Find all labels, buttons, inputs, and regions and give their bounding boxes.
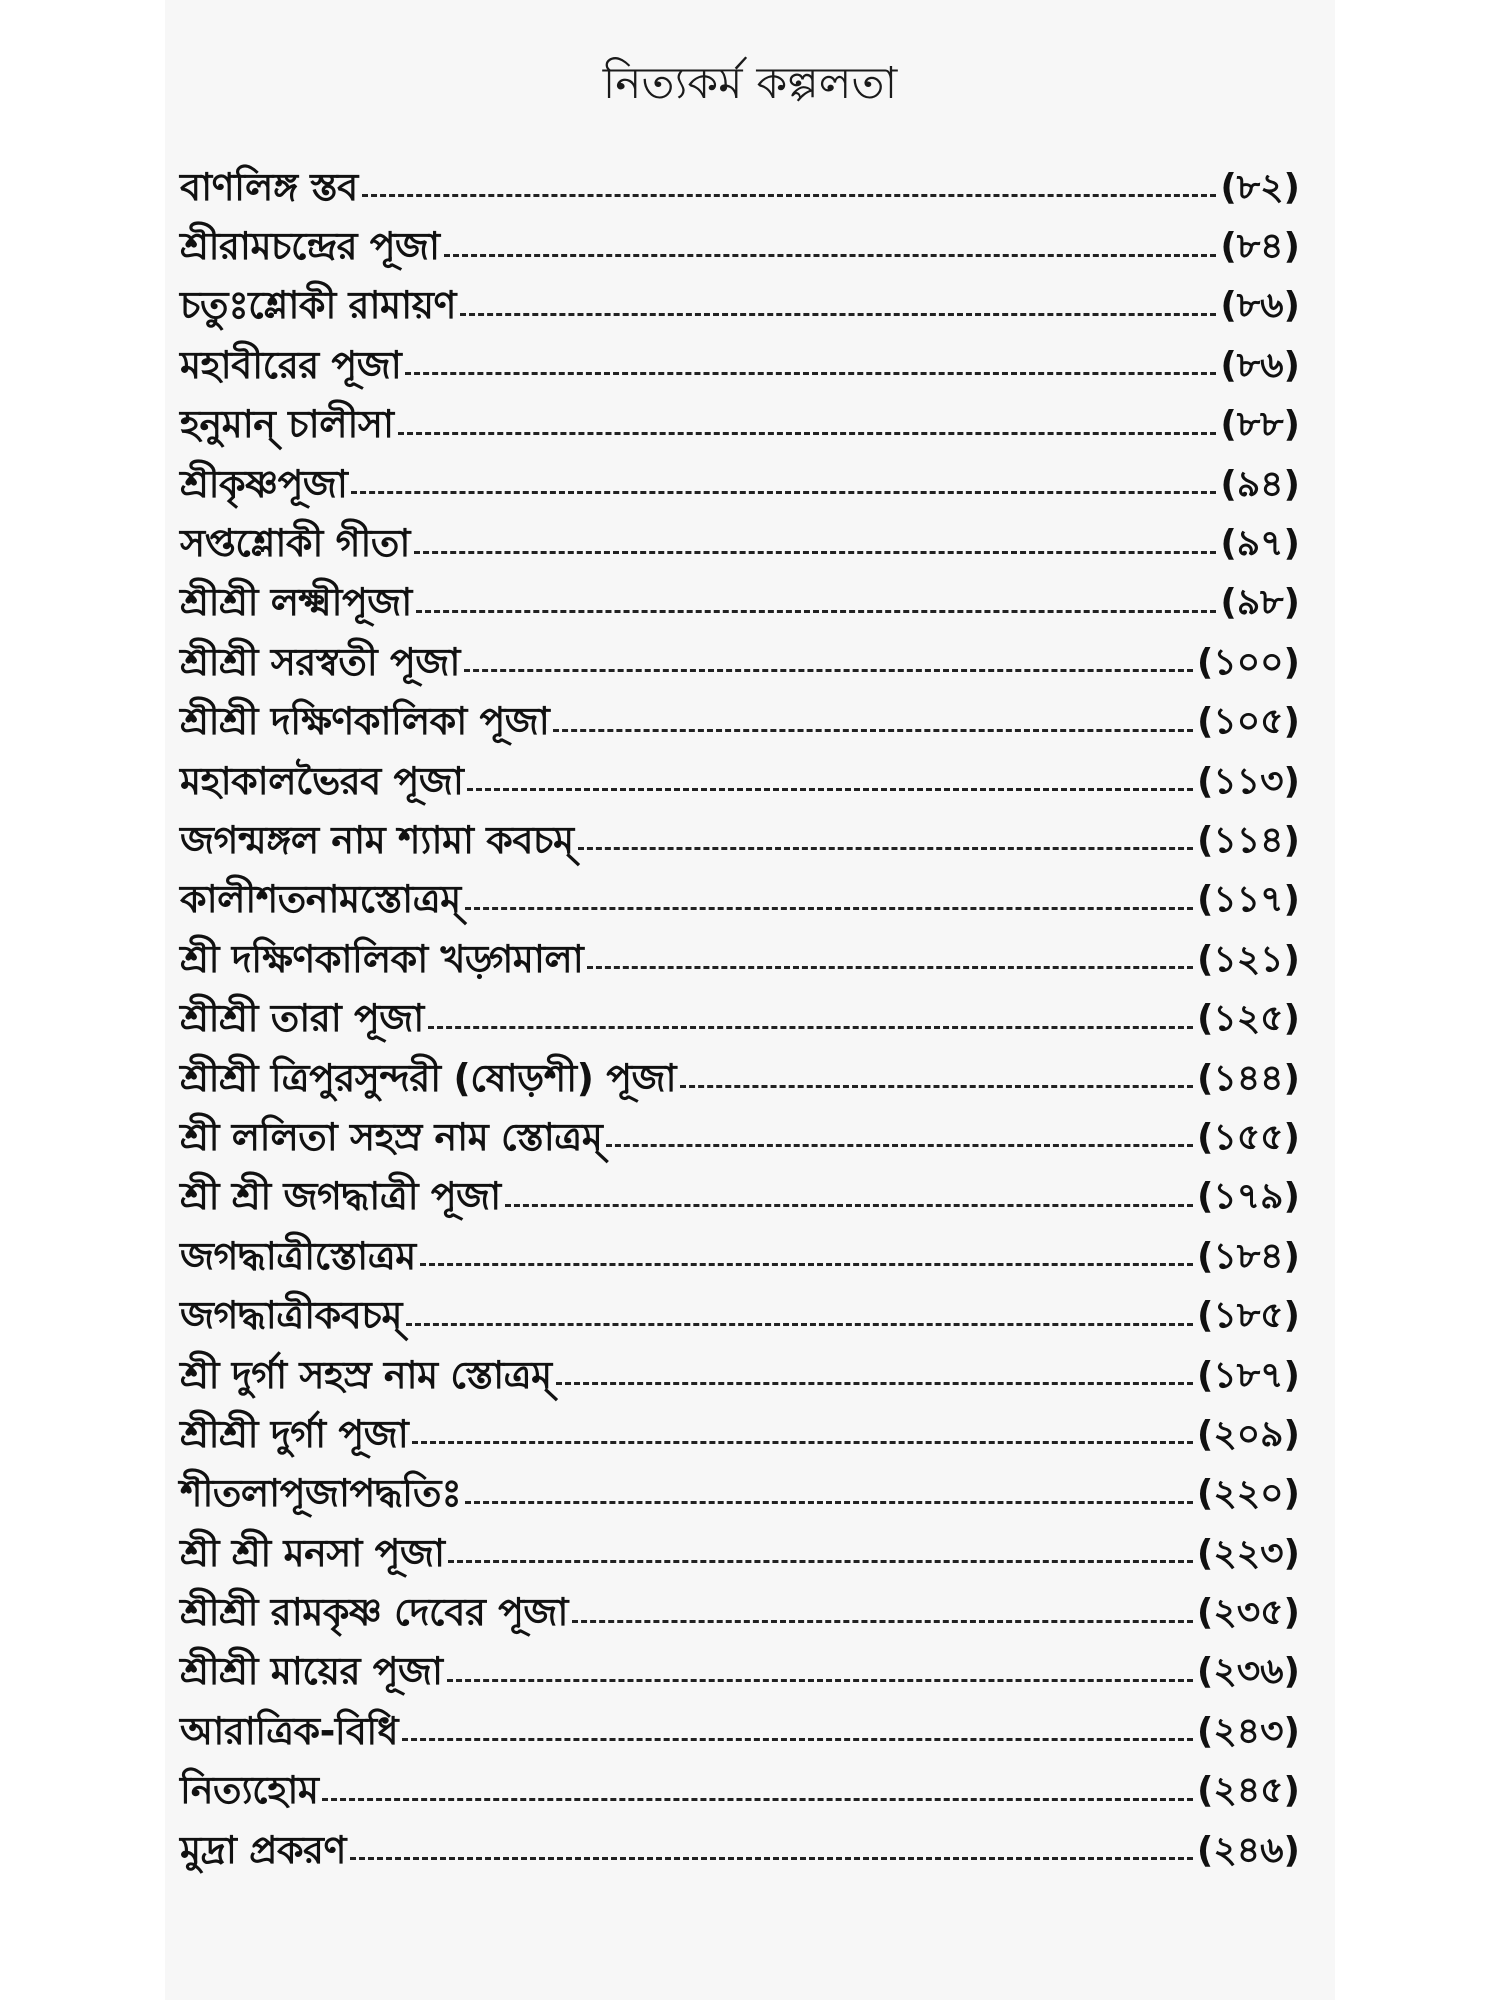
toc-entry-title: চতুঃশ্লোকী রামায়ণ bbox=[180, 283, 456, 328]
toc-entry bbox=[180, 695, 1300, 754]
toc-entry-title: শ্রী শ্রী মনসা পূজা bbox=[180, 1530, 445, 1575]
toc-entry bbox=[180, 279, 1300, 338]
toc-entry bbox=[180, 398, 1300, 457]
toc-entry-page-number: (১৫৫) bbox=[1197, 1116, 1300, 1158]
toc-entry-page-number: (১০০) bbox=[1196, 641, 1300, 683]
dot-leader bbox=[556, 1382, 1193, 1385]
toc-entry-page-number: (১১৪) bbox=[1197, 820, 1300, 861]
toc-entry-title: শ্রীশ্রী সরস্বতী পূজা bbox=[180, 639, 460, 684]
toc-entry-page-number: (৮২) bbox=[1220, 166, 1300, 208]
dot-leader bbox=[460, 313, 1216, 316]
toc-entry bbox=[180, 516, 1300, 575]
toc-entry bbox=[180, 219, 1300, 278]
dot-leader bbox=[505, 1204, 1193, 1207]
toc-entry bbox=[180, 1348, 1300, 1407]
toc-entry-page-number: (৮৬) bbox=[1220, 344, 1300, 386]
dot-leader bbox=[362, 194, 1217, 197]
toc-entry-page-number: (১২১) bbox=[1196, 938, 1300, 980]
toc-entry bbox=[180, 1704, 1300, 1763]
toc-entry-page-number: (১৮৫) bbox=[1197, 1295, 1300, 1337]
toc-entry-title: শ্রীশ্রী দক্ষিণকালিকা পূজা bbox=[180, 699, 550, 744]
toc-entry-title: শ্রী শ্রী জগদ্ধাত্রী পূজা bbox=[180, 1174, 501, 1219]
toc-entry-title: শ্রীকৃষ্ণপূজা bbox=[180, 461, 348, 506]
dot-leader bbox=[464, 669, 1193, 672]
toc-entry-page-number: (৮৮) bbox=[1220, 404, 1300, 446]
toc-entry-title: জগন্মঙ্গল নাম শ্যামা কবচম্ bbox=[180, 818, 574, 862]
toc-entry bbox=[180, 635, 1300, 694]
dot-leader bbox=[553, 729, 1193, 732]
dot-leader bbox=[578, 847, 1193, 850]
dot-leader bbox=[398, 432, 1217, 435]
toc-entry-title: শ্রীশ্রী লক্ষ্মীপূজা bbox=[180, 580, 412, 625]
toc-entry bbox=[180, 457, 1300, 516]
toc-entry-title: শ্রীশ্রী দুর্গা পূজা bbox=[180, 1411, 409, 1456]
toc-entry-title: শ্রী ললিতা সহস্র নাম স্তোত্রম্ bbox=[180, 1114, 603, 1159]
toc-entry bbox=[180, 160, 1300, 219]
toc-entry bbox=[180, 576, 1300, 635]
dot-leader bbox=[428, 1026, 1193, 1029]
toc-entry-title: মহাকালভৈরব পূজা bbox=[180, 758, 464, 803]
toc-entry-page-number: (৯৭) bbox=[1220, 523, 1300, 565]
toc-entry-page-number: (২৪৫) bbox=[1196, 1770, 1300, 1812]
toc-entry-title: শ্রীশ্রী তারা পূজা bbox=[180, 996, 424, 1041]
toc-entry bbox=[180, 1229, 1300, 1288]
toc-entry bbox=[180, 932, 1300, 991]
toc-entry-page-number: (৮৬) bbox=[1220, 285, 1300, 327]
toc-entry-page-number: (১০৫) bbox=[1196, 701, 1300, 743]
dot-leader bbox=[414, 551, 1216, 554]
dot-leader bbox=[606, 1144, 1193, 1147]
toc-entry-title: আরাত্রিক-বিধি bbox=[180, 1708, 399, 1753]
dot-leader bbox=[587, 966, 1193, 969]
toc-entry-title: শ্রীশ্রী মায়ের পূজা bbox=[180, 1649, 443, 1694]
dot-leader bbox=[350, 1857, 1193, 1860]
toc-entry-title: জগদ্ধাত্রীকবচম্ bbox=[180, 1293, 402, 1338]
toc-entry-title: মুদ্রা প্রকরণ bbox=[180, 1827, 346, 1872]
dot-leader bbox=[467, 788, 1193, 791]
page-title: নিত্যকর্ম কল্পলতা bbox=[602, 58, 898, 109]
toc-entry-page-number: (১৭৯) bbox=[1196, 1176, 1300, 1218]
toc-entry-page-number: (২২৩) bbox=[1196, 1532, 1300, 1574]
toc-entry-title: শ্রীরামচন্দ্রের পূজা bbox=[180, 224, 440, 269]
dot-leader bbox=[322, 1798, 1193, 1801]
toc-entry-page-number: (২৩৬) bbox=[1196, 1651, 1300, 1693]
toc-entry-title: হনুমান্ চালীসা bbox=[180, 402, 394, 447]
toc-entry-page-number: (১১৭) bbox=[1196, 879, 1300, 921]
dot-leader bbox=[447, 1679, 1193, 1682]
toc-entry-title: নিত্যহোম bbox=[180, 1768, 319, 1813]
toc-entry bbox=[180, 1407, 1300, 1466]
toc-entry bbox=[180, 813, 1300, 872]
dot-leader bbox=[448, 1560, 1192, 1563]
dot-leader bbox=[412, 1441, 1193, 1444]
toc-entry-page-number: (৯৪) bbox=[1220, 463, 1300, 505]
toc-entry bbox=[180, 1110, 1300, 1169]
toc-entry-title: শ্রীশ্রী ত্রিপুরসুন্দরী (ষোড়শী) পূজা bbox=[180, 1055, 677, 1100]
toc-entry-page-number: (২৩৫) bbox=[1196, 1592, 1300, 1634]
toc-entry bbox=[180, 1645, 1300, 1704]
toc-entry bbox=[180, 873, 1300, 932]
toc-entry-page-number: (৯৮) bbox=[1220, 582, 1300, 624]
dot-leader bbox=[402, 1738, 1193, 1741]
dot-leader bbox=[680, 1085, 1193, 1088]
dot-leader bbox=[572, 1620, 1193, 1623]
table-of-contents bbox=[180, 160, 1300, 1882]
toc-entry bbox=[180, 1526, 1300, 1585]
toc-entry bbox=[180, 754, 1300, 813]
toc-entry-title: শীতলাপূজাপদ্ধতিঃ bbox=[180, 1471, 462, 1516]
toc-entry-title: শ্রী দক্ষিণকালিকা খড়্গমালা bbox=[180, 936, 584, 981]
dot-leader bbox=[406, 1323, 1193, 1326]
toc-entry-page-number: (২৪৬) bbox=[1196, 1829, 1300, 1871]
toc-entry-page-number: (১৪৪) bbox=[1197, 1057, 1300, 1099]
dot-leader bbox=[405, 372, 1216, 375]
toc-entry-title: শ্রীশ্রী রামকৃষ্ণ দেবের পূজা bbox=[180, 1590, 568, 1635]
toc-entry bbox=[180, 1051, 1300, 1110]
toc-entry-page-number: (৮৪) bbox=[1220, 226, 1300, 268]
dot-leader bbox=[465, 1501, 1193, 1504]
toc-entry-page-number: (২৪৩) bbox=[1196, 1710, 1300, 1752]
toc-entry bbox=[180, 338, 1300, 397]
dot-leader bbox=[416, 610, 1217, 613]
toc-entry bbox=[180, 991, 1300, 1050]
toc-entry-page-number: (১৮৪) bbox=[1197, 1235, 1300, 1277]
toc-entry bbox=[180, 1585, 1300, 1644]
toc-entry-page-number: (২০৯) bbox=[1196, 1413, 1300, 1455]
toc-entry-page-number: (১৮৭) bbox=[1196, 1354, 1300, 1396]
toc-entry-title: মহাবীরের পূজা bbox=[180, 342, 402, 387]
toc-entry bbox=[180, 1764, 1300, 1823]
dot-leader bbox=[465, 907, 1193, 910]
dot-leader bbox=[351, 491, 1216, 494]
toc-entry-title: সপ্তশ্লোকী গীতা bbox=[180, 521, 410, 566]
toc-entry-title: কালীশতনামস্তোত্রম্ bbox=[180, 877, 461, 922]
toc-entry bbox=[180, 1288, 1300, 1347]
toc-entry-title: জগদ্ধাত্রীস্তোত্রম bbox=[180, 1233, 416, 1278]
toc-entry-title: বাণলিঙ্গ স্তব bbox=[180, 164, 358, 209]
toc-entry-page-number: (১২৫) bbox=[1196, 998, 1300, 1040]
toc-entry bbox=[180, 1467, 1300, 1526]
toc-entry bbox=[180, 1170, 1300, 1229]
toc-entry bbox=[180, 1823, 1300, 1882]
dot-leader bbox=[444, 254, 1217, 257]
toc-entry-page-number: (২২০) bbox=[1196, 1473, 1300, 1515]
toc-entry-title: শ্রী দুর্গা সহস্র নাম স্তোত্রম্ bbox=[180, 1352, 552, 1397]
toc-entry-page-number: (১১৩) bbox=[1196, 760, 1300, 802]
dot-leader bbox=[420, 1263, 1193, 1266]
